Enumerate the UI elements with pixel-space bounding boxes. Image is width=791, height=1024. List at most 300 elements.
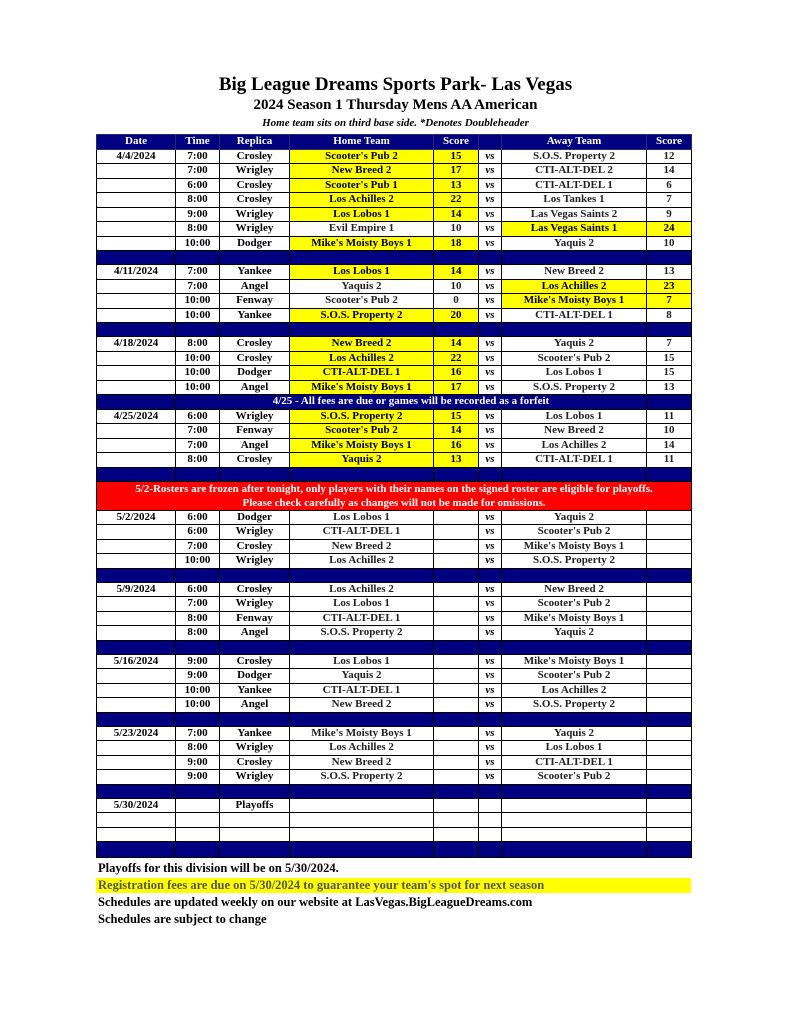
home-score bbox=[434, 626, 479, 641]
schedule-note: Home team sits on third base side. *Denotes Doubleheader bbox=[262, 117, 529, 129]
game-row bbox=[97, 236, 692, 251]
game-date bbox=[97, 554, 176, 569]
away-team: Scooter's Pub 2 bbox=[502, 525, 647, 540]
game-field: Angel bbox=[220, 626, 290, 641]
game-row bbox=[97, 178, 692, 193]
away-team: Los Achilles 2 bbox=[502, 438, 647, 453]
game-date: 5/23/2024 bbox=[97, 726, 176, 741]
away-team: Mike's Moisty Boys 1 bbox=[502, 294, 647, 309]
game-row bbox=[97, 149, 692, 164]
blank-cell bbox=[434, 813, 479, 828]
vs-label: vs bbox=[479, 539, 502, 554]
fees-notice-row bbox=[97, 395, 692, 410]
game-date bbox=[97, 351, 176, 366]
game-time: 9:00 bbox=[176, 755, 220, 770]
game-field: Dodger bbox=[220, 510, 290, 525]
away-team: Yaquis 2 bbox=[502, 626, 647, 641]
game-date bbox=[97, 424, 176, 439]
game-date bbox=[97, 222, 176, 237]
game-time: 8:00 bbox=[176, 453, 220, 468]
blank-cell bbox=[502, 827, 647, 842]
home-team: S.O.S. Property 2 bbox=[290, 308, 434, 323]
game-time: 7:00 bbox=[176, 279, 220, 294]
spacer-cell bbox=[97, 842, 176, 858]
game-time: 8:00 bbox=[176, 193, 220, 208]
home-score bbox=[434, 525, 479, 540]
game-row bbox=[97, 525, 692, 540]
spacer-cell bbox=[290, 568, 434, 582]
game-row bbox=[97, 539, 692, 554]
home-team: Los Achilles 2 bbox=[290, 741, 434, 756]
blank-cell bbox=[479, 827, 502, 842]
game-field: Wrigley bbox=[220, 770, 290, 785]
vs-label: vs bbox=[479, 193, 502, 208]
page-subtitle: 2024 Season 1 Thursday Mens AA American bbox=[253, 97, 538, 113]
footer-registration-note: Registration fees are due on 5/30/2024 to guarantee your team's spot for next season bbox=[96, 878, 691, 893]
away-score: 6 bbox=[647, 178, 692, 193]
home-team: Mike's Moisty Boys 1 bbox=[290, 726, 434, 741]
game-row bbox=[97, 164, 692, 179]
home-team: Los Lobos 1 bbox=[290, 510, 434, 525]
away-team: New Breed 2 bbox=[502, 582, 647, 597]
home-score bbox=[434, 669, 479, 684]
home-team: S.O.S. Property 2 bbox=[290, 409, 434, 424]
vs-label: vs bbox=[479, 611, 502, 626]
game-field: Angel bbox=[220, 438, 290, 453]
spacer-cell bbox=[220, 467, 290, 481]
home-team: Evil Empire 1 bbox=[290, 222, 434, 237]
game-field: Wrigley bbox=[220, 409, 290, 424]
game-time: 10:00 bbox=[176, 698, 220, 713]
away-team: Las Vegas Saints 2 bbox=[502, 207, 647, 222]
away-team: CTI-ALT-DEL 2 bbox=[502, 164, 647, 179]
game-date bbox=[97, 770, 176, 785]
game-time: 7:00 bbox=[176, 597, 220, 612]
spacer-cell bbox=[97, 640, 176, 654]
game-date bbox=[97, 193, 176, 208]
game-date bbox=[97, 741, 176, 756]
game-time: 8:00 bbox=[176, 741, 220, 756]
home-team: Los Achilles 2 bbox=[290, 554, 434, 569]
game-row bbox=[97, 669, 692, 684]
table-header-row bbox=[97, 135, 692, 150]
blank-cell bbox=[176, 827, 220, 842]
vs-label: vs bbox=[479, 409, 502, 424]
spacer-cell bbox=[97, 712, 176, 726]
home-score: 18 bbox=[434, 236, 479, 251]
spacer-cell bbox=[97, 784, 176, 798]
game-field: Fenway bbox=[220, 424, 290, 439]
home-score: 22 bbox=[434, 193, 479, 208]
header-away-team: Away Team bbox=[502, 135, 647, 150]
home-score bbox=[434, 582, 479, 597]
game-row bbox=[97, 351, 692, 366]
spacer-cell bbox=[502, 640, 647, 654]
home-team: New Breed 2 bbox=[290, 164, 434, 179]
away-score: 14 bbox=[647, 164, 692, 179]
home-team: Yaquis 2 bbox=[290, 453, 434, 468]
game-field: Crosley bbox=[220, 453, 290, 468]
game-date bbox=[97, 669, 176, 684]
game-field: Wrigley bbox=[220, 207, 290, 222]
away-team: Yaquis 2 bbox=[502, 236, 647, 251]
away-team: New Breed 2 bbox=[502, 265, 647, 280]
home-team: CTI-ALT-DEL 1 bbox=[290, 525, 434, 540]
spacer-cell bbox=[479, 568, 502, 582]
away-score bbox=[647, 611, 692, 626]
home-score bbox=[434, 554, 479, 569]
game-date bbox=[97, 539, 176, 554]
vs-label: vs bbox=[479, 178, 502, 193]
away-score: 10 bbox=[647, 236, 692, 251]
vs-label: vs bbox=[479, 164, 502, 179]
spacer-cell bbox=[434, 712, 479, 726]
blank-cell bbox=[176, 798, 220, 813]
game-row bbox=[97, 380, 692, 395]
away-team: Los Achilles 2 bbox=[502, 279, 647, 294]
away-score bbox=[647, 554, 692, 569]
home-team: Los Achilles 2 bbox=[290, 193, 434, 208]
game-time: 10:00 bbox=[176, 366, 220, 381]
vs-label: vs bbox=[479, 366, 502, 381]
spacer-cell bbox=[176, 251, 220, 265]
home-score: 14 bbox=[434, 207, 479, 222]
game-row bbox=[97, 726, 692, 741]
vs-label: vs bbox=[479, 626, 502, 641]
game-time: 10:00 bbox=[176, 294, 220, 309]
home-team: CTI-ALT-DEL 1 bbox=[290, 366, 434, 381]
vs-label: vs bbox=[479, 279, 502, 294]
home-team: New Breed 2 bbox=[290, 755, 434, 770]
home-team: Los Lobos 1 bbox=[290, 265, 434, 280]
spacer-row bbox=[97, 712, 692, 726]
footer-change-note: Schedules are subject to change bbox=[98, 912, 267, 926]
game-field: Crosley bbox=[220, 351, 290, 366]
vs-label: vs bbox=[479, 770, 502, 785]
spacer-row bbox=[97, 568, 692, 582]
roster-alert-row bbox=[97, 481, 692, 510]
home-score: 13 bbox=[434, 178, 479, 193]
game-time: 7:00 bbox=[176, 164, 220, 179]
game-row bbox=[97, 755, 692, 770]
game-time: 6:00 bbox=[176, 582, 220, 597]
spacer-cell bbox=[434, 842, 479, 858]
game-time: 10:00 bbox=[176, 683, 220, 698]
playoffs-date: 5/30/2024 bbox=[97, 798, 176, 813]
footer-website-note: Schedules are updated weekly on our website at LasVegas.BigLeagueDreams.com bbox=[98, 895, 533, 909]
home-score: 16 bbox=[434, 366, 479, 381]
spacer-cell bbox=[290, 842, 434, 858]
home-team: Mike's Moisty Boys 1 bbox=[290, 380, 434, 395]
game-date: 5/16/2024 bbox=[97, 654, 176, 669]
vs-label: vs bbox=[479, 351, 502, 366]
vs-label: vs bbox=[479, 698, 502, 713]
away-score bbox=[647, 525, 692, 540]
away-team: Yaquis 2 bbox=[502, 726, 647, 741]
spacer-cell bbox=[97, 323, 176, 337]
game-row bbox=[97, 279, 692, 294]
game-row bbox=[97, 222, 692, 237]
game-date bbox=[97, 380, 176, 395]
game-field: Wrigley bbox=[220, 554, 290, 569]
away-score bbox=[647, 698, 692, 713]
game-field: Wrigley bbox=[220, 741, 290, 756]
away-score bbox=[647, 582, 692, 597]
home-score: 0 bbox=[434, 294, 479, 309]
spacer-cell bbox=[502, 568, 647, 582]
home-score bbox=[434, 698, 479, 713]
game-row bbox=[97, 438, 692, 453]
notice-blank bbox=[97, 395, 176, 410]
home-score: 14 bbox=[434, 265, 479, 280]
vs-label: vs bbox=[479, 207, 502, 222]
playoffs-label bbox=[220, 813, 290, 828]
spacer-cell bbox=[176, 640, 220, 654]
home-score bbox=[434, 654, 479, 669]
spacer-cell bbox=[220, 568, 290, 582]
header-date: Date bbox=[97, 135, 176, 150]
vs-label: vs bbox=[479, 149, 502, 164]
home-team: S.O.S. Property 2 bbox=[290, 770, 434, 785]
game-field: Dodger bbox=[220, 669, 290, 684]
game-time: 10:00 bbox=[176, 554, 220, 569]
spacer-cell bbox=[479, 251, 502, 265]
header-replica: Replica bbox=[220, 135, 290, 150]
header-time: Time bbox=[176, 135, 220, 150]
playoffs-date bbox=[97, 813, 176, 828]
spacer-cell bbox=[220, 251, 290, 265]
away-team: New Breed 2 bbox=[502, 424, 647, 439]
vs-label: vs bbox=[479, 337, 502, 352]
home-score bbox=[434, 755, 479, 770]
spacer-row bbox=[97, 467, 692, 481]
playoffs-row bbox=[97, 798, 692, 813]
game-field: Fenway bbox=[220, 611, 290, 626]
game-date bbox=[97, 438, 176, 453]
spacer-cell bbox=[220, 784, 290, 798]
game-row bbox=[97, 409, 692, 424]
game-date: 5/2/2024 bbox=[97, 510, 176, 525]
vs-label: vs bbox=[479, 265, 502, 280]
away-score bbox=[647, 683, 692, 698]
away-team: Mike's Moisty Boys 1 bbox=[502, 654, 647, 669]
game-field: Crosley bbox=[220, 582, 290, 597]
notice-blank bbox=[647, 395, 692, 410]
vs-label: vs bbox=[479, 510, 502, 525]
game-date bbox=[97, 308, 176, 323]
spacer-cell bbox=[176, 712, 220, 726]
game-time: 8:00 bbox=[176, 626, 220, 641]
game-time: 6:00 bbox=[176, 510, 220, 525]
game-time: 6:00 bbox=[176, 525, 220, 540]
home-score bbox=[434, 683, 479, 698]
away-team: Los Lobos 1 bbox=[502, 741, 647, 756]
away-score bbox=[647, 654, 692, 669]
game-time: 9:00 bbox=[176, 669, 220, 684]
game-field: Angel bbox=[220, 698, 290, 713]
home-team: Yaquis 2 bbox=[290, 669, 434, 684]
vs-label: vs bbox=[479, 453, 502, 468]
away-score: 24 bbox=[647, 222, 692, 237]
game-time: 8:00 bbox=[176, 337, 220, 352]
game-date bbox=[97, 755, 176, 770]
spacer-cell bbox=[176, 323, 220, 337]
away-team: Las Vegas Saints 1 bbox=[502, 222, 647, 237]
home-team: New Breed 2 bbox=[290, 698, 434, 713]
away-score bbox=[647, 755, 692, 770]
vs-label: vs bbox=[479, 438, 502, 453]
spacer-cell bbox=[647, 640, 692, 654]
game-date bbox=[97, 683, 176, 698]
away-team: Scooter's Pub 2 bbox=[502, 351, 647, 366]
spacer-cell bbox=[647, 842, 692, 858]
footer-playoffs-note: Playoffs for this division will be on 5/30/2024. bbox=[98, 861, 339, 875]
spacer-row bbox=[97, 640, 692, 654]
game-date bbox=[97, 626, 176, 641]
game-time: 10:00 bbox=[176, 380, 220, 395]
spacer-cell bbox=[176, 784, 220, 798]
game-date bbox=[97, 525, 176, 540]
home-team: Scooter's Pub 2 bbox=[290, 294, 434, 309]
spacer-cell bbox=[647, 568, 692, 582]
home-score bbox=[434, 597, 479, 612]
game-field: Yankee bbox=[220, 265, 290, 280]
spacer-row bbox=[97, 323, 692, 337]
spacer-cell bbox=[647, 784, 692, 798]
game-row bbox=[97, 741, 692, 756]
spacer-cell bbox=[97, 251, 176, 265]
game-row bbox=[97, 207, 692, 222]
away-team: Yaquis 2 bbox=[502, 337, 647, 352]
game-time: 6:00 bbox=[176, 178, 220, 193]
game-field: Wrigley bbox=[220, 164, 290, 179]
vs-label: vs bbox=[479, 726, 502, 741]
home-score bbox=[434, 539, 479, 554]
home-team: Los Lobos 1 bbox=[290, 597, 434, 612]
game-field: Crosley bbox=[220, 755, 290, 770]
vs-label: vs bbox=[479, 294, 502, 309]
game-date: 4/4/2024 bbox=[97, 149, 176, 164]
vs-label: vs bbox=[479, 582, 502, 597]
game-time: 6:00 bbox=[176, 409, 220, 424]
away-team: Scooter's Pub 2 bbox=[502, 770, 647, 785]
vs-label: vs bbox=[479, 380, 502, 395]
spacer-cell bbox=[176, 842, 220, 858]
away-score: 13 bbox=[647, 265, 692, 280]
home-score bbox=[434, 611, 479, 626]
away-score: 14 bbox=[647, 438, 692, 453]
vs-label: vs bbox=[479, 525, 502, 540]
game-row bbox=[97, 554, 692, 569]
game-row bbox=[97, 308, 692, 323]
spacer-cell bbox=[290, 784, 434, 798]
game-field: Dodger bbox=[220, 366, 290, 381]
game-row bbox=[97, 337, 692, 352]
away-score: 15 bbox=[647, 351, 692, 366]
playoffs-label: Playoffs bbox=[220, 798, 290, 813]
blank-cell bbox=[290, 827, 434, 842]
away-team: Yaquis 2 bbox=[502, 510, 647, 525]
game-date bbox=[97, 279, 176, 294]
spacer-cell bbox=[220, 712, 290, 726]
away-team: S.O.S. Property 2 bbox=[502, 380, 647, 395]
blank-cell bbox=[479, 813, 502, 828]
home-team: Los Lobos 1 bbox=[290, 207, 434, 222]
home-score bbox=[434, 510, 479, 525]
game-row bbox=[97, 654, 692, 669]
away-score bbox=[647, 669, 692, 684]
game-date bbox=[97, 453, 176, 468]
game-field: Angel bbox=[220, 380, 290, 395]
blank-cell bbox=[502, 798, 647, 813]
game-field: Crosley bbox=[220, 193, 290, 208]
home-score: 15 bbox=[434, 149, 479, 164]
home-team: Los Achilles 2 bbox=[290, 351, 434, 366]
game-time: 9:00 bbox=[176, 770, 220, 785]
spacer-cell bbox=[97, 568, 176, 582]
schedule-body bbox=[97, 149, 692, 858]
spacer-cell bbox=[176, 568, 220, 582]
game-field: Crosley bbox=[220, 178, 290, 193]
vs-label: vs bbox=[479, 755, 502, 770]
away-score bbox=[647, 626, 692, 641]
game-field: Wrigley bbox=[220, 525, 290, 540]
game-row bbox=[97, 683, 692, 698]
spacer-cell bbox=[502, 467, 647, 481]
away-score: 8 bbox=[647, 308, 692, 323]
home-team: S.O.S. Property 2 bbox=[290, 626, 434, 641]
blank-row bbox=[97, 827, 692, 842]
spacer-row bbox=[97, 784, 692, 798]
home-team: New Breed 2 bbox=[290, 539, 434, 554]
game-date bbox=[97, 178, 176, 193]
vs-label: vs bbox=[479, 683, 502, 698]
game-row bbox=[97, 582, 692, 597]
away-score bbox=[647, 539, 692, 554]
header-vs bbox=[479, 135, 502, 150]
home-score: 17 bbox=[434, 380, 479, 395]
blank-cell bbox=[176, 813, 220, 828]
spacer-cell bbox=[479, 842, 502, 858]
game-date bbox=[97, 164, 176, 179]
roster-alert-line1: 5/2-Rosters are frozen after tonight, only players with their names on the signed roster are eligible for playoffs. bbox=[135, 482, 653, 495]
away-team: S.O.S. Property 2 bbox=[502, 149, 647, 164]
header-home-team: Home Team bbox=[290, 135, 434, 150]
game-time: 7:00 bbox=[176, 265, 220, 280]
spacer-cell bbox=[434, 568, 479, 582]
vs-label: vs bbox=[479, 424, 502, 439]
away-score bbox=[647, 597, 692, 612]
away-team: Scooter's Pub 2 bbox=[502, 669, 647, 684]
vs-label: vs bbox=[479, 554, 502, 569]
game-row bbox=[97, 424, 692, 439]
blank-cell bbox=[647, 798, 692, 813]
game-date bbox=[97, 611, 176, 626]
home-team: Yaquis 2 bbox=[290, 279, 434, 294]
vs-label: vs bbox=[479, 236, 502, 251]
header-home-score: Score bbox=[434, 135, 479, 150]
spacer-cell bbox=[220, 640, 290, 654]
home-score: 10 bbox=[434, 279, 479, 294]
away-score: 13 bbox=[647, 380, 692, 395]
game-time: 10:00 bbox=[176, 236, 220, 251]
home-team: Mike's Moisty Boys 1 bbox=[290, 438, 434, 453]
game-field: Angel bbox=[220, 279, 290, 294]
game-date bbox=[97, 366, 176, 381]
game-time: 7:00 bbox=[176, 539, 220, 554]
away-score: 9 bbox=[647, 207, 692, 222]
game-date: 4/25/2024 bbox=[97, 409, 176, 424]
